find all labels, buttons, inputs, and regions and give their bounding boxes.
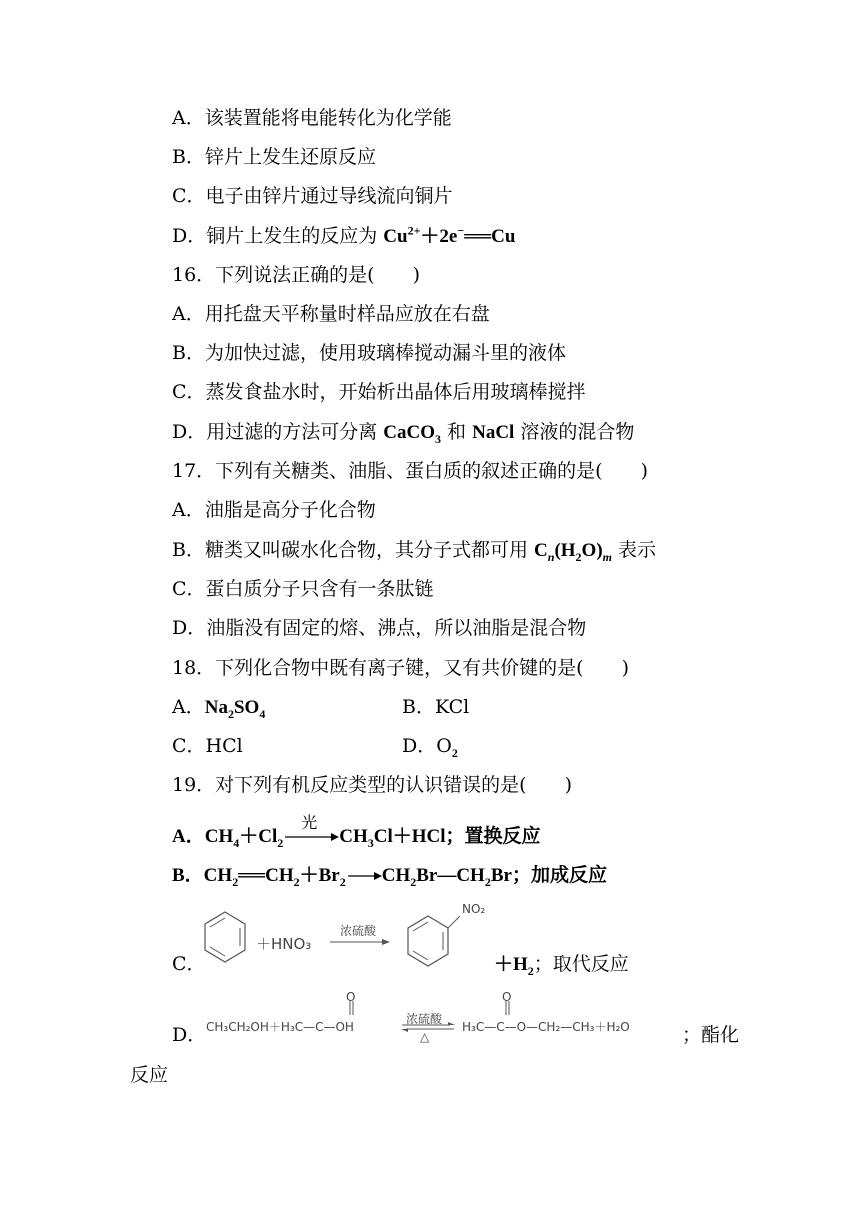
q18-option-a [172,695,265,720]
q18-option-b: B．KCl [402,696,470,718]
q19-d-label: D． [172,1024,207,1046]
q18-d-prefix: D．O [402,735,452,757]
q17-option-a: A．油脂是高分子化合物 [172,499,376,521]
q19-b-arrow [346,864,382,888]
q15-d-end: Cu [491,226,516,247]
q19-option-a [172,813,541,850]
q19-stem: 19．对下列有机反应类型的认识错误的是( ) [172,774,573,796]
q18-a-prefix: A． [172,696,205,718]
q19-d-wrap: 反应 [130,1064,169,1086]
q19-d-double-bond-2 [504,1001,510,1017]
q19-c-catalyst: 浓硫酸 [340,924,377,938]
q15-option-b: B．锌片上发生还原反应 [172,146,376,168]
q16-stem: 16．下列说法正确的是( ) [172,264,421,286]
q17-b-end: 表示 [612,539,657,561]
q19-a-arrow [283,813,339,849]
q19-b-2d: 2 [410,874,417,889]
q19-c-end: ＋H [494,954,528,975]
q19-b-t1: B．CH [172,865,233,886]
q19-b-eq: ══CH [238,865,294,886]
q19-d-end: ；酯化 [682,1024,740,1046]
q16-option-b: B．为加快过滤，使用玻璃棒搅动漏斗里的液体 [172,342,566,364]
q17-option-b [172,538,656,563]
q19-a-2: 2 [277,835,284,850]
nitrobenzene-ring-icon [408,916,448,966]
q18-d-2: 2 [451,745,458,760]
q19-d-o-top2: O [502,990,512,1004]
q19-b-2e: 2 [484,874,491,889]
q19-b-2a: 2 [232,874,239,889]
benzene-ring-icon [205,912,245,962]
q16-d-end: 溶液的混合物 [514,421,635,443]
q19-d-products: H₃C—C—O—CH₂—CH₃＋H₂O [462,1020,630,1034]
q15-d-eq: ══ [464,226,492,247]
q15-d-mid: ＋2e [420,226,458,247]
q17-b-2: 2 [575,549,582,564]
q16-d-mid: 和 [441,421,473,443]
q18-a-2: 2 [227,706,234,721]
q15-d-sup: 2+ [407,223,421,238]
q19-b-t2: ＋Br [299,865,340,886]
q15-option-d [172,224,515,249]
q19-a-4: 4 [233,835,240,850]
q15-d-cu: Cu [383,226,408,247]
q18-stem: 18．下列化合物中既有离子键，又有共价键的是( ) [172,657,630,679]
q19-c-no2: NO₂ [462,902,486,916]
q15-d-prefix: D．铜片上发生的反应为 [172,225,384,247]
q19-d-o-top1: O [346,990,356,1004]
q19-d-catalyst: 浓硫酸 [406,1012,443,1026]
q17-option-d: D．油脂没有固定的熔、沸点，所以油脂是混合物 [172,617,587,639]
q19-c-end2: ；取代反应 [533,953,629,975]
q17-option-c: C．蛋白质分子只含有一条肽链 [172,578,434,600]
q19-a-t4: Cl＋HCl；置换反应 [373,826,541,847]
q17-b-prefix: B．糖类又叫碳水化合物，其分子式都可用 [172,539,535,561]
q16-d-prefix: D．用过滤的方法可分离 [172,421,384,443]
q19-c-tail [494,952,629,977]
q19-c-label: C． [172,953,206,975]
q15-option-a: A．该装置能将电能转化为化学能 [172,107,452,129]
q19-c-2: 2 [527,963,534,978]
q19-option-b [172,863,607,888]
q19-d-heat: △ [420,1030,430,1044]
q19-a-t2: ＋Cl [239,826,278,847]
q19-a-t1: A．CH [172,826,234,847]
q19-b-2c: 2 [339,874,346,889]
q18-a-4: 4 [259,706,266,721]
q17-stem: 17．下列有关糖类、油脂、蛋白质的叙述正确的是( ) [172,460,649,482]
q15-d-sup2: − [457,223,465,238]
q19-b-t5: Br；加成反应 [490,865,607,886]
q19-a-3: 3 [367,835,374,850]
q17-b-n: n [547,549,555,564]
q15-option-c: C．电子由锌片通过导线流向铜片 [172,185,453,207]
q16-option-d [172,420,634,445]
q19-b-t3: CH [381,865,411,886]
q16-d-chem1: CaCO [383,422,436,443]
q16-d-chem2: NaCl [472,422,515,443]
q19-b-2b: 2 [293,874,300,889]
q19-a-t3: CH [339,826,368,847]
q19-a-light: 光 [301,813,318,832]
q19-d-reactants: CH₃CH₂OH＋H₃C—C—OH [206,1020,354,1034]
q16-d-sub1: 3 [435,431,442,446]
q17-b-m: m [602,549,612,564]
q18-option-d [402,734,458,758]
q16-option-c: C．蒸发食盐水时，开始析出晶体后用玻璃棒搅拌 [172,381,586,403]
q17-b-c: C [534,540,548,561]
q18-a-so: SO [233,697,260,718]
q17-b-h2o: (H [554,540,576,561]
q18-a-na: Na [204,697,228,718]
q19-d-double-bond-1 [348,1001,354,1017]
q17-b-o: O) [581,540,603,561]
q19-c-hno3: ＋HNO₃ [256,935,312,953]
q19-b-t4: Br—CH [416,865,485,886]
q18-option-c: C．HCl [172,735,243,757]
q16-option-a: A．用托盘天平称量时样品应放在右盘 [172,303,490,325]
